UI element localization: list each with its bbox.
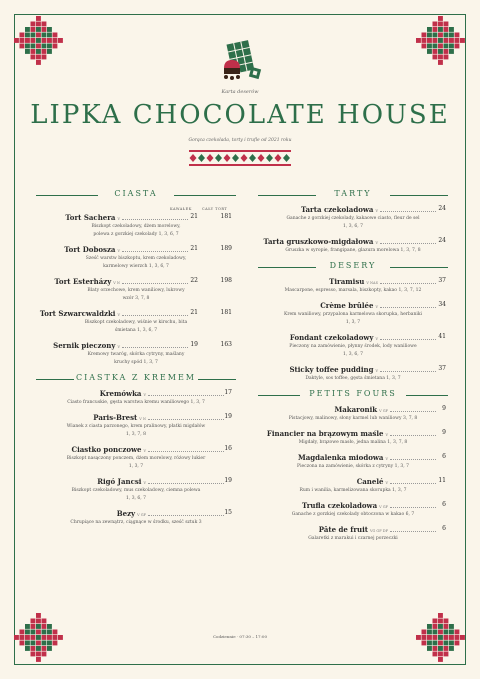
item-description: polewa z gorzkiej czekolady 1, 3, 6, 7: [93, 232, 179, 237]
menu-item-row: [36, 309, 236, 319]
section-header-desery: [258, 261, 448, 273]
item-price: 9: [442, 429, 446, 436]
menu-item: [258, 365, 448, 383]
cross-stitch-ornament-icon: [8, 10, 70, 72]
item-price: 24: [438, 205, 446, 212]
menu-item: [258, 501, 448, 519]
item-description: Biszkopt czekoladowy, mus czekoladowy, ciemna polewa: [71, 488, 201, 493]
item-price-whole: 181: [220, 309, 232, 316]
item-price: 6: [442, 453, 446, 460]
item-description: Pieczony na zamówienie, płynny środek, lody waniliowe: [289, 344, 417, 349]
leader-dots: [122, 219, 188, 220]
leader-dots: [390, 483, 436, 484]
item-price: 9: [442, 405, 446, 412]
size-label-slice: KAWAŁEK: [170, 207, 192, 211]
leader-dots: [380, 211, 436, 212]
dietary-tag: V: [385, 481, 388, 485]
size-labels: [36, 205, 236, 213]
leader-dots: [148, 515, 224, 516]
item-name: [267, 429, 388, 438]
item-name-text: Paris-Brest: [93, 413, 138, 422]
item-description: 1, 3, 6, 7: [125, 496, 147, 501]
leader-dots: [122, 347, 188, 348]
item-name: [290, 333, 378, 342]
dietary-tag: V: [143, 449, 146, 453]
dietary-tag: V: [117, 313, 120, 317]
item-description: Ganache z gorzkiej czekolady, kakaowe ciasto, fleur de sel: [286, 216, 420, 221]
menu-item: [36, 413, 236, 439]
item-name-text: Tarta czekoladowa: [300, 205, 374, 214]
menu-item-row: [258, 277, 448, 287]
leader-dots: [390, 435, 436, 436]
size-label-whole: CAŁY TORT: [202, 207, 228, 211]
dietary-tag: V N: [113, 281, 120, 285]
item-description: 1, 3, 6, 7: [342, 352, 364, 357]
item-name: [329, 277, 378, 286]
item-description: 1, 3, 7, 8: [125, 432, 147, 437]
leader-dots: [122, 251, 188, 252]
leader-dots: [380, 283, 436, 284]
menu-item: [258, 301, 448, 327]
item-description: Mascarpone, espresso, marsala, biszkopty, kakao 1, 3, 7, 12: [284, 288, 422, 293]
menu-item-row: [36, 213, 236, 223]
menu-item: [258, 405, 448, 423]
dietary-tag: V: [143, 393, 146, 397]
leader-dots: [148, 395, 224, 396]
item-description: Galaretki z marakui i czarnej porzeczki: [308, 536, 398, 541]
item-price: 34: [438, 301, 446, 308]
item-price: 21: [190, 245, 198, 252]
opening-hours: Codziennie · 07:30 – 17:00: [213, 634, 267, 639]
menu-item-row: [36, 509, 236, 519]
item-name: [93, 413, 146, 422]
dietary-tag: V: [375, 337, 378, 341]
leader-dots: [390, 459, 436, 460]
item-description: 1, 3, 6, 7: [342, 224, 364, 229]
menu-item-row: [36, 277, 236, 287]
menu-item: [258, 429, 448, 447]
menu-item: [36, 477, 236, 503]
item-name: [302, 501, 388, 510]
item-price: 6: [442, 525, 446, 532]
menu-item: [36, 445, 236, 471]
item-price: 21: [190, 213, 198, 220]
desery-list: [258, 277, 448, 383]
leader-dots: [122, 315, 188, 316]
menu-item: [36, 509, 236, 527]
leader-dots: [380, 339, 436, 340]
item-price: 16: [224, 445, 232, 452]
item-description: Rum i wanilia, karmelizowana skorupka 1, 3, 7: [299, 488, 407, 493]
leader-dots: [148, 419, 224, 420]
menu-item: [258, 333, 448, 359]
left-column: [36, 189, 236, 533]
section-header-tarty: [258, 189, 448, 201]
item-name: [117, 509, 146, 518]
item-description: Pistacjowy, malinowy, słony karmel lub waniliowy 3, 7, 8: [288, 416, 418, 421]
dietary-tag: V: [117, 345, 120, 349]
item-name-text: Tiramisu: [329, 277, 365, 286]
item-name: [64, 245, 120, 254]
item-description: 1, 3, 7: [345, 320, 361, 325]
item-name: [40, 309, 120, 318]
leader-dots: [380, 243, 436, 244]
item-name: [289, 365, 378, 374]
item-description: Wianek z ciasta parzonego, krem pralinowy, płatki migdałów: [66, 424, 206, 429]
item-price: 19: [190, 341, 198, 348]
cross-stitch-ornament-icon: [410, 10, 472, 72]
menu-item-row: [258, 501, 448, 511]
menu-item: [36, 309, 236, 335]
leader-dots: [390, 411, 436, 412]
tagline: Gorąca czekolada, torty i trufle od 2021 roku: [188, 138, 292, 143]
item-description: kruchy spód 1, 3, 7: [114, 360, 158, 365]
menu-item-row: [258, 365, 448, 375]
item-name-text: Tort Szwarcwaldzki: [39, 309, 116, 318]
item-name: [320, 301, 378, 310]
right-column: [258, 189, 448, 549]
item-name-text: Kremówka: [99, 389, 142, 398]
item-name-text: Ciastko ponczowe: [71, 445, 142, 454]
dietary-tag: VG GF DF: [369, 529, 388, 533]
item-name: [298, 453, 388, 462]
menu-item: [36, 277, 236, 303]
menu-item-row: [258, 453, 448, 463]
item-description: Migdały, brązowe masło, jedna malina 1, 3, 7, 8: [298, 440, 408, 445]
menu-item: [258, 237, 448, 255]
dietary-tag: V: [117, 217, 120, 221]
dietary-tag: V GF: [379, 409, 388, 413]
section-header-petits: [258, 389, 448, 401]
leader-dots: [380, 307, 436, 308]
section-title: TARTY: [334, 189, 372, 198]
menu-item: [36, 213, 236, 239]
item-name-text: Magdalenka miodowa: [297, 453, 384, 462]
item-description: wzór 3, 7, 8: [122, 296, 150, 301]
leader-dots: [148, 483, 224, 484]
item-price: 22: [190, 277, 198, 284]
dietary-tag: V GF: [137, 513, 146, 517]
item-name-text: Bezy: [116, 509, 136, 518]
item-description: Daktyle, sos toffee, gęsta śmietana 1, 3, 7: [305, 376, 401, 381]
leader-dots: [148, 451, 224, 452]
tarty-list: [258, 205, 448, 255]
ciasta-list: [36, 213, 236, 367]
dietary-tag: V: [375, 305, 378, 309]
item-name: [97, 477, 146, 486]
section-title: DESERY: [329, 261, 377, 270]
item-price: 21: [190, 309, 198, 316]
item-description: Biszkopt czekoladowy, wiśnie w kirschu, bita: [84, 320, 188, 325]
section-header-ciasta: [36, 189, 236, 201]
item-price: 41: [438, 333, 446, 340]
item-name-text: Tarta gruszkowo-migdałowa: [263, 237, 374, 246]
item-name-text: Pâte de fruit: [318, 525, 368, 534]
item-description: Chrupiące na zewnątrz, ciągnące w środku, sześć sztuk 3: [70, 520, 202, 525]
petits-list: [258, 405, 448, 543]
menu-subtitle: Karta deserów: [221, 89, 259, 95]
item-name: [319, 525, 388, 534]
menu-item-row: [258, 237, 448, 247]
item-price: 15: [224, 509, 232, 516]
item-name-text: Fondant czekoladowy: [289, 333, 374, 342]
ciastka-list: [36, 389, 236, 527]
decorative-band-icon: [189, 150, 291, 166]
menu-item: [36, 341, 236, 367]
item-description: Biszkopt nasączony ponczem, dżem morelowy, różowy lukier: [66, 456, 206, 461]
leader-dots: [380, 371, 436, 372]
leader-dots: [122, 283, 188, 284]
item-price: 6: [442, 501, 446, 508]
item-name-text: Trufla czekoladowa: [302, 501, 378, 510]
item-description: 1, 3, 7: [128, 464, 144, 469]
item-price-whole: 189: [220, 245, 232, 252]
dietary-tag: V: [143, 481, 146, 485]
item-description: Blaty orzechowe, krem waniliowy, lukrowy: [87, 288, 185, 293]
chocolate-logo-icon: [210, 38, 272, 84]
menu-item: [36, 389, 236, 407]
item-name: [301, 205, 378, 214]
item-name-text: Tort Sachera: [65, 213, 116, 222]
item-price: 24: [438, 237, 446, 244]
menu-item: [258, 525, 448, 543]
item-description: karmelowy wierzch 1, 3, 6, 7: [103, 264, 169, 269]
menu-item-row: [258, 429, 448, 439]
item-price: 19: [224, 477, 232, 484]
item-description: Kremowy twaróg, skórka cytryny, maślany: [87, 352, 185, 357]
item-name-text: Tort Dobosza: [64, 245, 116, 254]
menu-item-row: [258, 477, 448, 487]
item-price-whole: 163: [220, 341, 232, 348]
menu-item-row: [36, 445, 236, 455]
dietary-tag: V GF: [379, 505, 388, 509]
item-price: 19: [224, 413, 232, 420]
menu-item: [258, 277, 448, 295]
dietary-tag: V NAS: [366, 281, 378, 285]
item-price: 17: [224, 389, 232, 396]
item-name: [53, 341, 120, 350]
item-description: Ganache z gorzkiej czekolady obtoczona w kakao 6, 7: [291, 512, 415, 517]
menu-item: [258, 477, 448, 495]
menu-item-row: [36, 245, 236, 255]
item-name: [263, 237, 378, 246]
dietary-tag: V: [375, 241, 378, 245]
item-description: Ciasto francuskie, gęsta warstwa kremu waniliowego 1, 3, 7: [67, 400, 205, 405]
dietary-tag: V: [117, 249, 120, 253]
dietary-tag: V N: [139, 417, 146, 421]
item-name: [65, 213, 120, 222]
leader-dots: [390, 507, 436, 508]
item-price-whole: 198: [220, 277, 232, 284]
menu-item: [258, 205, 448, 231]
section-header-ciastka: [36, 373, 236, 385]
item-name-text: Financier na brązowym maśle: [266, 429, 384, 438]
item-name: [100, 389, 146, 398]
item-name-text: Canelé: [356, 477, 384, 486]
section-title: CIASTA: [114, 189, 158, 198]
menu-item-row: [258, 333, 448, 343]
item-description: śmietana 1, 3, 6, 7: [114, 328, 158, 333]
item-description: Gruszka w syropie, frangipane, glazura morelowa 1, 3, 7, 8: [285, 248, 421, 253]
leader-dots: [390, 531, 436, 532]
item-name-text: Tort Esterházy: [54, 277, 112, 286]
menu-item-row: [258, 405, 448, 415]
item-name-text: Sernik pieczony: [53, 341, 116, 350]
menu-item: [36, 245, 236, 271]
menu-item-row: [36, 389, 236, 399]
item-description: Biszkopt czekoladowy, dżem morelowy,: [91, 224, 181, 229]
item-price: 11: [438, 477, 446, 484]
item-name: [334, 405, 388, 414]
item-price: 37: [438, 277, 446, 284]
item-name-text: Makaronik: [334, 405, 378, 414]
item-name: [72, 445, 146, 454]
menu-item-row: [258, 525, 448, 535]
item-name-text: Crème brûlée: [320, 301, 374, 310]
item-name: [357, 477, 388, 486]
item-name-text: Sticky toffee pudding: [289, 365, 374, 374]
item-price: 37: [438, 365, 446, 372]
dietary-tag: V: [385, 457, 388, 461]
menu-item-row: [258, 301, 448, 311]
menu-item-row: [36, 413, 236, 423]
item-price-whole: 181: [220, 213, 232, 220]
section-title: CIASTKA Z KREMEM: [75, 373, 196, 382]
menu-item-row: [36, 341, 236, 351]
dietary-tag: V: [375, 209, 378, 213]
item-name: [55, 277, 120, 286]
menu-item-row: [258, 205, 448, 215]
menu-item-row: [36, 477, 236, 487]
item-description: Krem waniliowy, przypalona karmelowa skorupka, herbaniki: [284, 312, 422, 317]
item-description: Sześć warstw biszkoptu, krem czekoladowy,: [85, 256, 187, 261]
dietary-tag: V: [375, 369, 378, 373]
page-title: LIPKA CHOCOLATE HOUSE: [30, 100, 450, 130]
dietary-tag: V: [385, 433, 388, 437]
section-title: PETITS FOURS: [309, 389, 397, 398]
item-name-text: Rigó Jancsi: [97, 477, 142, 486]
item-description: Pieczona na zamówienie, skórka z cytryny 1, 3, 7: [297, 464, 409, 469]
menu-item: [258, 453, 448, 471]
